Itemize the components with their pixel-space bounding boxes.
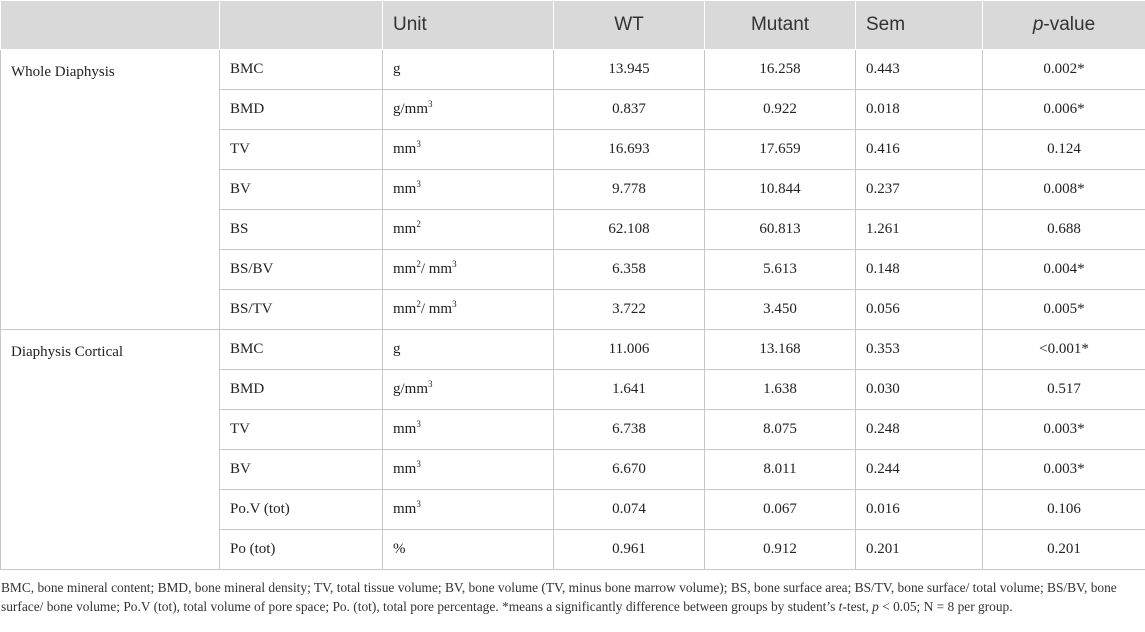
unit-cell: $mm^3$ <box>383 410 554 450</box>
parameter-cell: BMD <box>220 90 383 130</box>
mutant-value: 13.168 <box>705 330 856 370</box>
mutant-value: 17.659 <box>705 130 856 170</box>
wt-value: 0.837 <box>554 90 705 130</box>
table-row <box>1 50 1145 90</box>
unit-cell: $g/mm^3$ <box>383 90 554 130</box>
wt-value: 16.693 <box>554 130 705 170</box>
table-footnote: BMC, bone mineral content; BMD, bone mineral density; TV, total tissue volume; BV, bone volume (TV, minus bone marrow volume); BS, bone surface area; BS/TV, bone surface/ total volume; BS/BV, bone surface/ bone volume; Po.V (tot), total volume of pore space; Po. (tot), total pore percentage. *means a significantly difference between groups by student’s t-test, p < 0.05; N = 8 per group. <box>1 580 1117 614</box>
p-value: 0.006* <box>983 90 1145 130</box>
parameter-cell: BV <box>220 170 383 210</box>
p-value: 0.688 <box>983 210 1145 250</box>
wt-value: 9.778 <box>554 170 705 210</box>
p-value: 0.002* <box>983 50 1145 90</box>
header-mutant: Mutant <box>705 1 856 50</box>
mutant-value: 8.011 <box>705 450 856 490</box>
unit-cell: $mm^2/$ $mm^3$ <box>383 290 554 330</box>
mutant-value: 0.922 <box>705 90 856 130</box>
mutant-value: 60.813 <box>705 210 856 250</box>
wt-value: 0.074 <box>554 490 705 530</box>
unit-cell: $mm^3$ <box>383 450 554 490</box>
parameter-cell: BMC <box>220 330 383 370</box>
sem-value: 0.030 <box>856 370 983 410</box>
mutant-value: 1.638 <box>705 370 856 410</box>
parameter-cell: Po.V (tot) <box>220 490 383 530</box>
sem-value: 1.261 <box>856 210 983 250</box>
table-row <box>1 330 1145 370</box>
wt-value: 6.670 <box>554 450 705 490</box>
unit-cell: $mm^2$ <box>383 210 554 250</box>
unit-cell: $mm^3$ <box>383 170 554 210</box>
unit-cell: $mm^3$ <box>383 130 554 170</box>
wt-value: 3.722 <box>554 290 705 330</box>
mutant-value: 10.844 <box>705 170 856 210</box>
p-value: 0.517 <box>983 370 1145 410</box>
sem-value: 0.018 <box>856 90 983 130</box>
group-label: Diaphysis Cortical <box>1 330 220 570</box>
header-unit: Unit <box>383 1 554 50</box>
unit-cell: $mm^3$ <box>383 490 554 530</box>
sem-value: 0.201 <box>856 530 983 570</box>
p-value: 0.106 <box>983 490 1145 530</box>
p-value: 0.124 <box>983 130 1145 170</box>
unit-cell: $g/mm^3$ <box>383 370 554 410</box>
parameter-cell: BS/TV <box>220 290 383 330</box>
header-sem: Sem <box>856 1 983 50</box>
sem-value: 0.248 <box>856 410 983 450</box>
wt-value: 13.945 <box>554 50 705 90</box>
wt-value: 62.108 <box>554 210 705 250</box>
parameter-cell: BV <box>220 450 383 490</box>
wt-value: 1.641 <box>554 370 705 410</box>
header-p-value: p-value <box>983 1 1145 50</box>
p-value: 0.008* <box>983 170 1145 210</box>
wt-value: 0.961 <box>554 530 705 570</box>
table-body <box>1 50 1145 570</box>
unit-cell: g <box>383 330 554 370</box>
p-value: 0.005* <box>983 290 1145 330</box>
sem-value: 0.056 <box>856 290 983 330</box>
sem-value: 0.148 <box>856 250 983 290</box>
mutant-value: 5.613 <box>705 250 856 290</box>
wt-value: 11.006 <box>554 330 705 370</box>
unit-cell: g <box>383 50 554 90</box>
sem-value: 0.416 <box>856 130 983 170</box>
parameter-cell: BMD <box>220 370 383 410</box>
parameter-cell: TV <box>220 410 383 450</box>
p-value: 0.003* <box>983 450 1145 490</box>
parameter-cell: BS/BV <box>220 250 383 290</box>
mutant-value: 0.067 <box>705 490 856 530</box>
sem-value: 0.443 <box>856 50 983 90</box>
wt-value: 6.738 <box>554 410 705 450</box>
header-row <box>1 1 1145 50</box>
sem-value: 0.016 <box>856 490 983 530</box>
wt-value: 6.358 <box>554 250 705 290</box>
sem-value: 0.353 <box>856 330 983 370</box>
p-value: <0.001* <box>983 330 1145 370</box>
parameter-cell: TV <box>220 130 383 170</box>
sem-value: 0.237 <box>856 170 983 210</box>
parameter-cell: BS <box>220 210 383 250</box>
header-group <box>1 1 220 50</box>
parameter-cell: BMC <box>220 50 383 90</box>
p-value: 0.004* <box>983 250 1145 290</box>
mutant-value: 0.912 <box>705 530 856 570</box>
p-value: 0.201 <box>983 530 1145 570</box>
unit-cell: $mm^2/$ $mm^3$ <box>383 250 554 290</box>
mutant-value: 8.075 <box>705 410 856 450</box>
sem-value: 0.244 <box>856 450 983 490</box>
parameter-cell: Po (tot) <box>220 530 383 570</box>
p-value: 0.003* <box>983 410 1145 450</box>
header-wt: WT <box>554 1 705 50</box>
mutant-value: 16.258 <box>705 50 856 90</box>
header-parameter <box>220 1 383 50</box>
mutant-value: 3.450 <box>705 290 856 330</box>
unit-cell: % <box>383 530 554 570</box>
group-label: Whole Diaphysis <box>1 50 220 330</box>
